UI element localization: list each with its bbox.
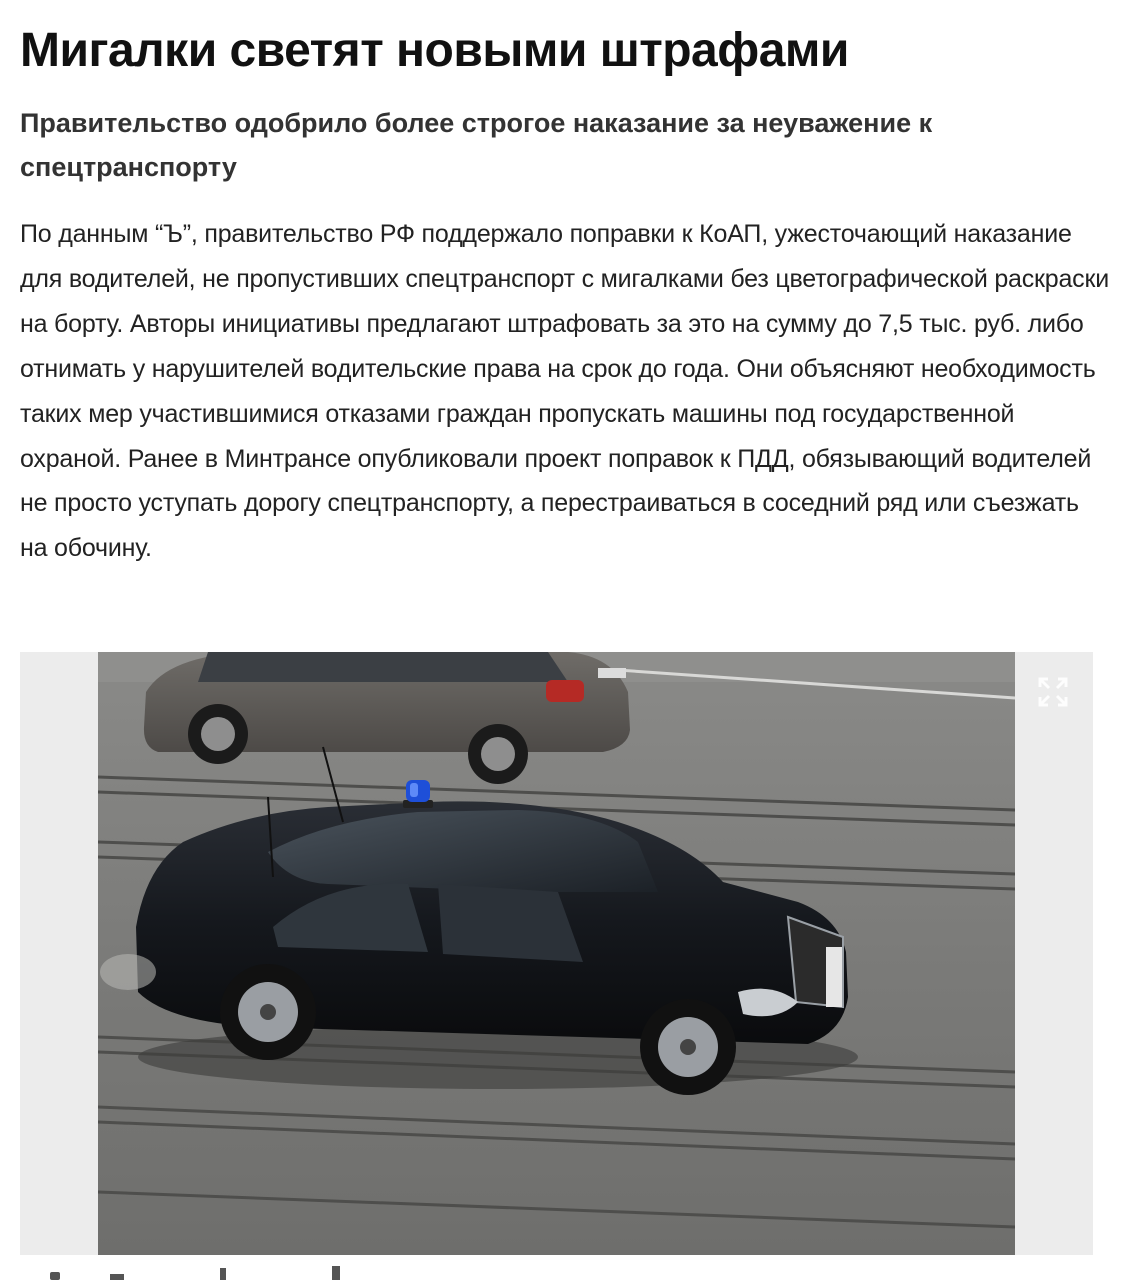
photo-frame — [20, 652, 1093, 1255]
article-body: По данным “Ъ”, правительство РФ поддержало поправки к КоАП, ужесточающий наказание для водителей, не пропустивших спецтранспорт с мигалками без цветографической раскраски на борту. Авторы инициативы предлагают штрафовать за это на сумму до 7,5 тыс. руб. либо отнимать у нарушителей водительские права на срок до года. Они объясняют необходимость таких мер участившимися отказами граждан пропускать машины под государственной охраной. Ранее в Минтрансе опубликовали проект поправок к ПДД, обязывающий водителей не просто уступать дорогу спецтранспорту, а перестраиваться в соседний ряд или съезжать на обочину. — [20, 220, 1109, 563]
headline: Мигалки светят новыми штрафами — [20, 24, 849, 77]
expand-icon[interactable] — [1037, 676, 1069, 708]
photo-caption-cutoff — [20, 1262, 620, 1280]
article-photo[interactable] — [98, 652, 1015, 1255]
car-photo-illustration — [98, 652, 1015, 1255]
exhaust-smoke — [100, 954, 156, 990]
blue-beacon — [403, 780, 433, 808]
subtitle: Правительство одобрило более строгое наказание за неуважение к спецтранспорту — [20, 108, 933, 182]
